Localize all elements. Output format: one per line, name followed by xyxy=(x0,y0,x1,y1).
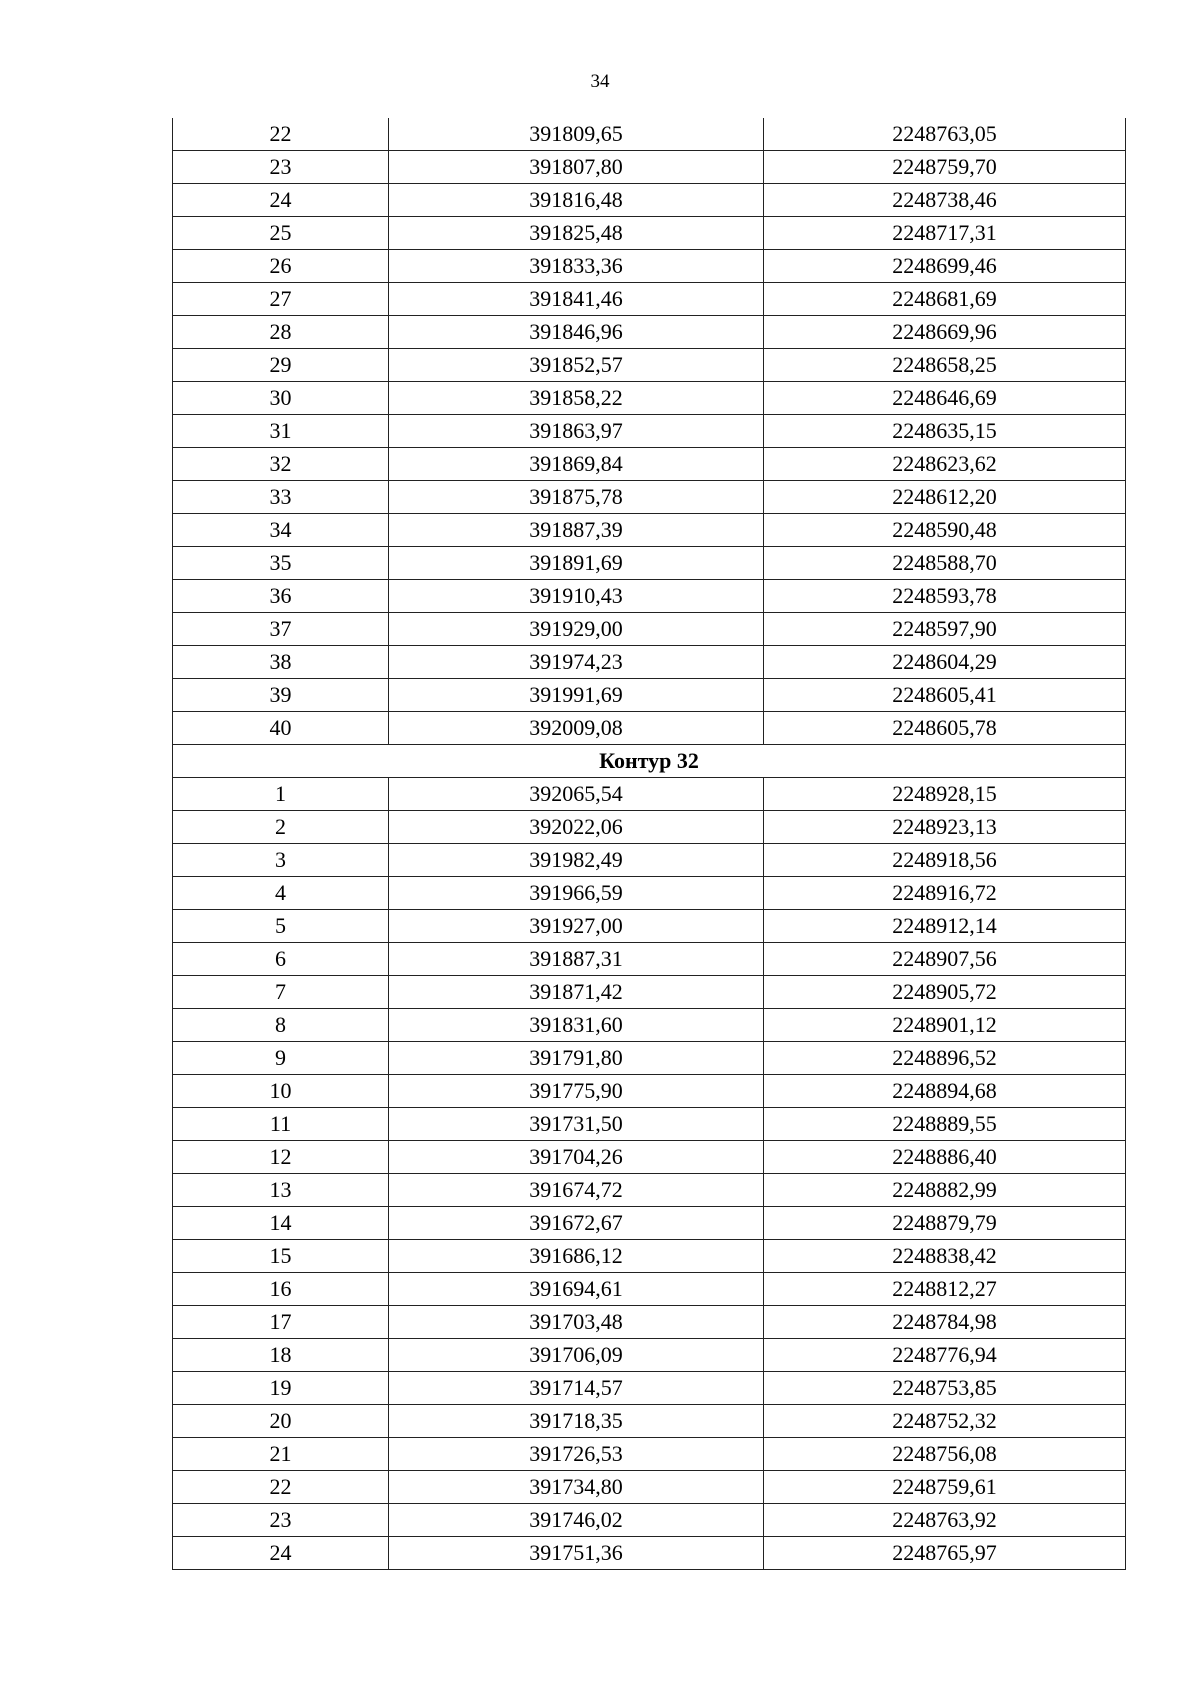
y-coordinate-cell: 2248905,72 xyxy=(764,976,1126,1009)
y-coordinate-cell: 2248901,12 xyxy=(764,1009,1126,1042)
x-coordinate-cell: 391706,09 xyxy=(389,1339,764,1372)
x-coordinate-cell: 391991,69 xyxy=(389,679,764,712)
point-number-cell: 34 xyxy=(173,514,389,547)
point-number-cell: 15 xyxy=(173,1240,389,1273)
x-coordinate-cell: 391751,36 xyxy=(389,1537,764,1570)
point-number-cell: 3 xyxy=(173,844,389,877)
x-coordinate-cell: 391816,48 xyxy=(389,184,764,217)
point-number-cell: 1 xyxy=(173,778,389,811)
point-number-cell: 24 xyxy=(173,1537,389,1570)
y-coordinate-cell: 2248588,70 xyxy=(764,547,1126,580)
x-coordinate-cell: 391891,69 xyxy=(389,547,764,580)
table-row xyxy=(173,712,1126,745)
table-row xyxy=(173,646,1126,679)
y-coordinate-cell: 2248623,62 xyxy=(764,448,1126,481)
table-row xyxy=(173,415,1126,448)
table-row xyxy=(173,349,1126,382)
x-coordinate-cell: 391869,84 xyxy=(389,448,764,481)
section-row xyxy=(173,745,1126,778)
table-row xyxy=(173,679,1126,712)
point-number-cell: 30 xyxy=(173,382,389,415)
y-coordinate-cell: 2248923,13 xyxy=(764,811,1126,844)
coordinates-table xyxy=(172,118,1126,1570)
table-row xyxy=(173,1240,1126,1273)
table-row xyxy=(173,976,1126,1009)
point-number-cell: 10 xyxy=(173,1075,389,1108)
point-number-cell: 25 xyxy=(173,217,389,250)
point-number-cell: 38 xyxy=(173,646,389,679)
table-row xyxy=(173,184,1126,217)
x-coordinate-cell: 392065,54 xyxy=(389,778,764,811)
y-coordinate-cell: 2248912,14 xyxy=(764,910,1126,943)
x-coordinate-cell: 391825,48 xyxy=(389,217,764,250)
x-coordinate-cell: 391887,39 xyxy=(389,514,764,547)
x-coordinate-cell: 391809,65 xyxy=(389,118,764,151)
y-coordinate-cell: 2248738,46 xyxy=(764,184,1126,217)
y-coordinate-cell: 2248635,15 xyxy=(764,415,1126,448)
table-row xyxy=(173,547,1126,580)
point-number-cell: 7 xyxy=(173,976,389,1009)
y-coordinate-cell: 2248784,98 xyxy=(764,1306,1126,1339)
table-row xyxy=(173,580,1126,613)
x-coordinate-cell: 391775,90 xyxy=(389,1075,764,1108)
y-coordinate-cell: 2248669,96 xyxy=(764,316,1126,349)
y-coordinate-cell: 2248759,61 xyxy=(764,1471,1126,1504)
table-row xyxy=(173,1438,1126,1471)
y-coordinate-cell: 2248812,27 xyxy=(764,1273,1126,1306)
y-coordinate-cell: 2248612,20 xyxy=(764,481,1126,514)
x-coordinate-cell: 391731,50 xyxy=(389,1108,764,1141)
point-number-cell: 19 xyxy=(173,1372,389,1405)
point-number-cell: 2 xyxy=(173,811,389,844)
y-coordinate-cell: 2248605,41 xyxy=(764,679,1126,712)
x-coordinate-cell: 391714,57 xyxy=(389,1372,764,1405)
x-coordinate-cell: 391718,35 xyxy=(389,1405,764,1438)
table-row xyxy=(173,151,1126,184)
point-number-cell: 28 xyxy=(173,316,389,349)
x-coordinate-cell: 391831,60 xyxy=(389,1009,764,1042)
y-coordinate-cell: 2248605,78 xyxy=(764,712,1126,745)
y-coordinate-cell: 2248907,56 xyxy=(764,943,1126,976)
y-coordinate-cell: 2248918,56 xyxy=(764,844,1126,877)
y-coordinate-cell: 2248928,15 xyxy=(764,778,1126,811)
table-row xyxy=(173,481,1126,514)
y-coordinate-cell: 2248763,92 xyxy=(764,1504,1126,1537)
x-coordinate-cell: 391863,97 xyxy=(389,415,764,448)
y-coordinate-cell: 2248896,52 xyxy=(764,1042,1126,1075)
x-coordinate-cell: 392009,08 xyxy=(389,712,764,745)
point-number-cell: 11 xyxy=(173,1108,389,1141)
point-number-cell: 13 xyxy=(173,1174,389,1207)
x-coordinate-cell: 391841,46 xyxy=(389,283,764,316)
table-row xyxy=(173,217,1126,250)
y-coordinate-cell: 2248756,08 xyxy=(764,1438,1126,1471)
point-number-cell: 9 xyxy=(173,1042,389,1075)
page-number: 34 xyxy=(590,71,610,92)
table-row xyxy=(173,514,1126,547)
table-row xyxy=(173,811,1126,844)
x-coordinate-cell: 391871,42 xyxy=(389,976,764,1009)
point-number-cell: 36 xyxy=(173,580,389,613)
coordinates-table-body xyxy=(173,118,1126,1570)
table-row xyxy=(173,1174,1126,1207)
point-number-cell: 6 xyxy=(173,943,389,976)
x-coordinate-cell: 391875,78 xyxy=(389,481,764,514)
table-row xyxy=(173,250,1126,283)
table-row xyxy=(173,1207,1126,1240)
section-title: Контур 32 xyxy=(173,745,1126,778)
x-coordinate-cell: 391791,80 xyxy=(389,1042,764,1075)
point-number-cell: 8 xyxy=(173,1009,389,1042)
x-coordinate-cell: 391726,53 xyxy=(389,1438,764,1471)
x-coordinate-cell: 391929,00 xyxy=(389,613,764,646)
table-row xyxy=(173,1108,1126,1141)
table-row xyxy=(173,1504,1126,1537)
x-coordinate-cell: 391833,36 xyxy=(389,250,764,283)
y-coordinate-cell: 2248593,78 xyxy=(764,580,1126,613)
table-row xyxy=(173,613,1126,646)
y-coordinate-cell: 2248753,85 xyxy=(764,1372,1126,1405)
table-row xyxy=(173,1471,1126,1504)
point-number-cell: 39 xyxy=(173,679,389,712)
y-coordinate-cell: 2248681,69 xyxy=(764,283,1126,316)
point-number-cell: 32 xyxy=(173,448,389,481)
x-coordinate-cell: 391674,72 xyxy=(389,1174,764,1207)
table-row xyxy=(173,1141,1126,1174)
table-row xyxy=(173,1339,1126,1372)
table-row xyxy=(173,1273,1126,1306)
y-coordinate-cell: 2248646,69 xyxy=(764,382,1126,415)
point-number-cell: 31 xyxy=(173,415,389,448)
y-coordinate-cell: 2248886,40 xyxy=(764,1141,1126,1174)
point-number-cell: 24 xyxy=(173,184,389,217)
table-row xyxy=(173,844,1126,877)
table-row xyxy=(173,118,1126,151)
point-number-cell: 22 xyxy=(173,118,389,151)
table-row xyxy=(173,943,1126,976)
point-number-cell: 23 xyxy=(173,151,389,184)
x-coordinate-cell: 391910,43 xyxy=(389,580,764,613)
y-coordinate-cell: 2248879,79 xyxy=(764,1207,1126,1240)
x-coordinate-cell: 391982,49 xyxy=(389,844,764,877)
x-coordinate-cell: 391746,02 xyxy=(389,1504,764,1537)
x-coordinate-cell: 391852,57 xyxy=(389,349,764,382)
table-row xyxy=(173,448,1126,481)
point-number-cell: 29 xyxy=(173,349,389,382)
table-row xyxy=(173,1042,1126,1075)
x-coordinate-cell: 391672,67 xyxy=(389,1207,764,1240)
point-number-cell: 23 xyxy=(173,1504,389,1537)
y-coordinate-cell: 2248597,90 xyxy=(764,613,1126,646)
table-row xyxy=(173,382,1126,415)
point-number-cell: 4 xyxy=(173,877,389,910)
y-coordinate-cell: 2248658,25 xyxy=(764,349,1126,382)
y-coordinate-cell: 2248889,55 xyxy=(764,1108,1126,1141)
table-row xyxy=(173,1306,1126,1339)
x-coordinate-cell: 391846,96 xyxy=(389,316,764,349)
y-coordinate-cell: 2248752,32 xyxy=(764,1405,1126,1438)
y-coordinate-cell: 2248882,99 xyxy=(764,1174,1126,1207)
point-number-cell: 40 xyxy=(173,712,389,745)
point-number-cell: 12 xyxy=(173,1141,389,1174)
point-number-cell: 5 xyxy=(173,910,389,943)
x-coordinate-cell: 391734,80 xyxy=(389,1471,764,1504)
y-coordinate-cell: 2248604,29 xyxy=(764,646,1126,679)
table-row xyxy=(173,1405,1126,1438)
table-row xyxy=(173,877,1126,910)
y-coordinate-cell: 2248590,48 xyxy=(764,514,1126,547)
x-coordinate-cell: 391858,22 xyxy=(389,382,764,415)
point-number-cell: 16 xyxy=(173,1273,389,1306)
y-coordinate-cell: 2248759,70 xyxy=(764,151,1126,184)
point-number-cell: 21 xyxy=(173,1438,389,1471)
y-coordinate-cell: 2248717,31 xyxy=(764,217,1126,250)
x-coordinate-cell: 392022,06 xyxy=(389,811,764,844)
point-number-cell: 26 xyxy=(173,250,389,283)
table-row xyxy=(173,910,1126,943)
x-coordinate-cell: 391694,61 xyxy=(389,1273,764,1306)
y-coordinate-cell: 2248838,42 xyxy=(764,1240,1126,1273)
y-coordinate-cell: 2248776,94 xyxy=(764,1339,1126,1372)
y-coordinate-cell: 2248699,46 xyxy=(764,250,1126,283)
x-coordinate-cell: 391703,48 xyxy=(389,1306,764,1339)
x-coordinate-cell: 391807,80 xyxy=(389,151,764,184)
table-row xyxy=(173,1537,1126,1570)
point-number-cell: 35 xyxy=(173,547,389,580)
y-coordinate-cell: 2248765,97 xyxy=(764,1537,1126,1570)
point-number-cell: 14 xyxy=(173,1207,389,1240)
x-coordinate-cell: 391704,26 xyxy=(389,1141,764,1174)
table-row xyxy=(173,1372,1126,1405)
y-coordinate-cell: 2248916,72 xyxy=(764,877,1126,910)
table-row xyxy=(173,1075,1126,1108)
point-number-cell: 18 xyxy=(173,1339,389,1372)
y-coordinate-cell: 2248894,68 xyxy=(764,1075,1126,1108)
point-number-cell: 27 xyxy=(173,283,389,316)
x-coordinate-cell: 391927,00 xyxy=(389,910,764,943)
y-coordinate-cell: 2248763,05 xyxy=(764,118,1126,151)
table-row xyxy=(173,283,1126,316)
point-number-cell: 22 xyxy=(173,1471,389,1504)
point-number-cell: 17 xyxy=(173,1306,389,1339)
x-coordinate-cell: 391974,23 xyxy=(389,646,764,679)
point-number-cell: 33 xyxy=(173,481,389,514)
x-coordinate-cell: 391966,59 xyxy=(389,877,764,910)
table-row xyxy=(173,778,1126,811)
point-number-cell: 37 xyxy=(173,613,389,646)
table-row xyxy=(173,1009,1126,1042)
table-row xyxy=(173,316,1126,349)
x-coordinate-cell: 391686,12 xyxy=(389,1240,764,1273)
x-coordinate-cell: 391887,31 xyxy=(389,943,764,976)
point-number-cell: 20 xyxy=(173,1405,389,1438)
